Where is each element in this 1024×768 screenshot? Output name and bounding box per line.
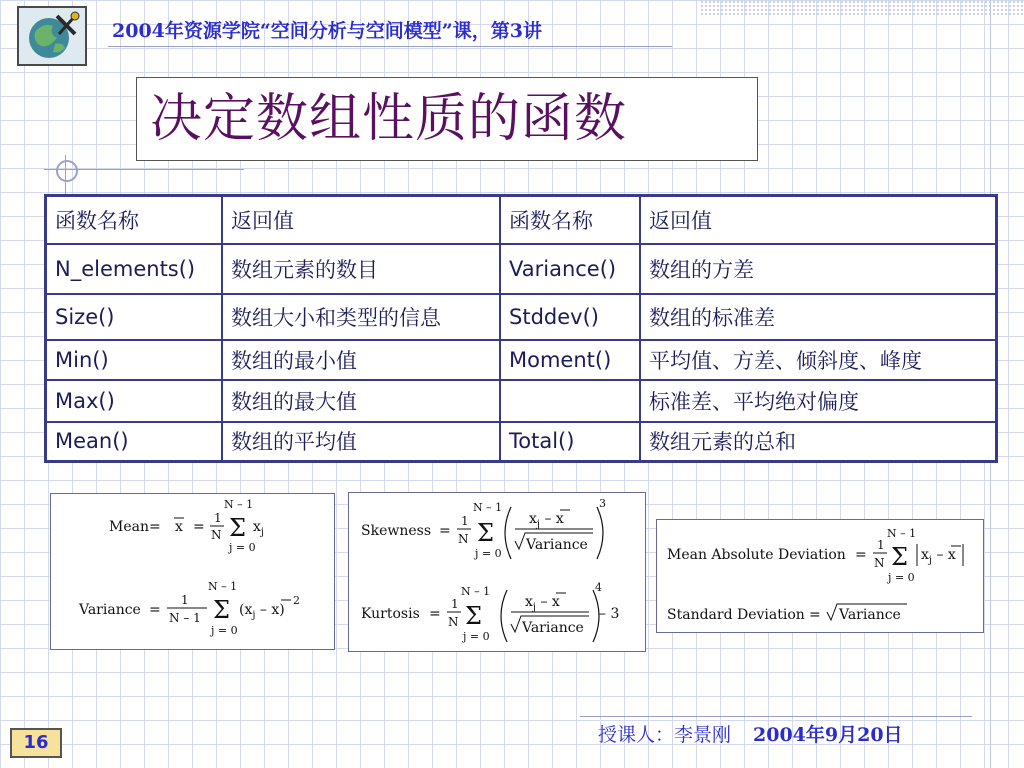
table-cell: Min(): [46, 340, 223, 380]
sigma-symbol: Σ: [213, 596, 230, 624]
variance-label: Variance: [79, 602, 141, 618]
mean-variance-formula-box: [50, 493, 335, 650]
variance-word: Variance: [526, 537, 588, 553]
table-cell: Mean(): [46, 422, 223, 462]
lecturer-name: 授课人：李景刚: [598, 724, 732, 746]
decorative-circle-icon: [56, 160, 78, 182]
sum-upper-limit: N – 1: [224, 498, 254, 511]
left-paren: [505, 507, 511, 559]
left-paren: [501, 590, 507, 642]
table-cell: Variance(): [500, 244, 640, 294]
kurtosis-label: Kurtosis: [361, 606, 420, 622]
table-cell: Moment(): [500, 340, 640, 380]
sum-lower-limit: j = 0: [463, 630, 490, 643]
sigma-symbol: Σ: [477, 519, 494, 547]
lecture-date: 2004年9月20日: [753, 724, 903, 746]
minus-three: – 3: [599, 606, 620, 622]
decorative-dot-band: [700, 0, 1024, 16]
fraction-denominator: N: [211, 528, 222, 542]
table-row: [46, 422, 997, 462]
deviation-formula-box: [656, 519, 984, 633]
sigma-symbol: Σ: [891, 543, 908, 571]
table-cell: 返回值: [640, 196, 997, 244]
sum-upper-limit: N – 1: [887, 527, 917, 540]
fraction-denominator: N: [874, 556, 885, 570]
x-bar-symbol: x: [175, 519, 183, 535]
deviation-term: $(x_j - x)$: [239, 602, 285, 621]
x-sub-j: $x_j$: [253, 519, 265, 538]
variance-word: Variance: [839, 607, 901, 623]
equals-sign: =: [193, 519, 205, 535]
table-cell: 数组大小和类型的信息: [222, 294, 500, 340]
fraction-numerator: 1: [181, 593, 189, 607]
table-row: [46, 340, 997, 380]
fraction-numerator: 1: [461, 514, 469, 528]
footer-rule: [580, 716, 972, 717]
function-table: [44, 194, 998, 463]
header-rule: [108, 46, 672, 47]
table-cell: Total(): [500, 422, 640, 462]
footer: [598, 720, 903, 747]
table-row: [46, 380, 997, 422]
sigma-symbol: Σ: [465, 602, 482, 630]
variance-word: Variance: [522, 620, 584, 636]
sum-upper-limit: N – 1: [208, 580, 238, 593]
equals-sign: =: [149, 602, 161, 618]
mean-label: Mean: [109, 519, 149, 535]
table-cell: 平均值、方差、倾斜度、峰度: [640, 340, 997, 380]
standard-deviation-label: Standard Deviation: [667, 607, 805, 623]
table-cell: 函数名称: [46, 196, 223, 244]
mean-absolute-deviation-label: Mean Absolute Deviation: [667, 547, 846, 563]
abs-term: $x_j$ – x: [921, 547, 956, 566]
table-cell: Max(): [46, 380, 223, 422]
course-header-title: 2004年资源学院“空间分析与空间模型”课，第3讲: [112, 20, 542, 42]
equals-sign: =: [809, 607, 821, 623]
fraction-denominator: N – 1: [169, 611, 201, 625]
table-header-row: [46, 196, 997, 244]
skewness-kurtosis-formula-box: [348, 492, 646, 652]
globe-logo-icon: [17, 6, 87, 66]
table-cell: Size(): [46, 294, 223, 340]
slide-title: 决定数组性质的函数: [150, 89, 628, 149]
table-cell: 数组元素的总和: [640, 422, 997, 462]
fraction-numerator: 1: [451, 597, 459, 611]
table-cell: 函数名称: [500, 196, 640, 244]
table-cell: Stddev(): [500, 294, 640, 340]
table-cell: [500, 380, 640, 422]
sum-lower-limit: j = 0: [229, 541, 256, 554]
fraction-denominator: N: [458, 532, 469, 546]
right-paren: [597, 507, 603, 559]
table-cell: 数组的方差: [640, 244, 997, 294]
table-row: [46, 294, 997, 340]
numerator-term: $x_j$ – x: [529, 511, 564, 530]
table-cell: 数组元素的数目: [222, 244, 500, 294]
equals-sign: =: [439, 523, 451, 539]
table-cell: 数组的最大值: [222, 380, 500, 422]
fraction-numerator: 1: [877, 538, 885, 552]
sum-lower-limit: j = 0: [888, 571, 915, 584]
skewness-label: Skewness: [361, 523, 432, 539]
fraction-denominator: N: [448, 615, 459, 629]
equals-sign: =: [855, 547, 867, 563]
table-cell: 数组的最小值: [222, 340, 500, 380]
exponent: 2: [293, 594, 300, 607]
table-cell: N_elements(): [46, 244, 223, 294]
table-cell: 返回值: [222, 196, 500, 244]
sigma-symbol: Σ: [229, 514, 246, 542]
sum-upper-limit: N – 1: [461, 585, 491, 598]
exponent: 3: [599, 497, 606, 510]
fraction-numerator: 1: [214, 511, 222, 525]
sum-upper-limit: N – 1: [473, 501, 503, 514]
table-cell: 标准差、平均绝对偏度: [640, 380, 997, 422]
exponent: 4: [595, 581, 602, 594]
numerator-term: $x_j$ – x: [525, 594, 560, 613]
sum-lower-limit: j = 0: [211, 624, 238, 637]
equals-sign: =: [149, 519, 161, 535]
table-row: [46, 244, 997, 294]
table-cell: 数组的平均值: [222, 422, 500, 462]
equals-sign: =: [429, 606, 441, 622]
page-number-badge: 16: [10, 728, 62, 758]
table-cell: 数组的标准差: [640, 294, 997, 340]
sum-lower-limit: j = 0: [475, 547, 502, 560]
